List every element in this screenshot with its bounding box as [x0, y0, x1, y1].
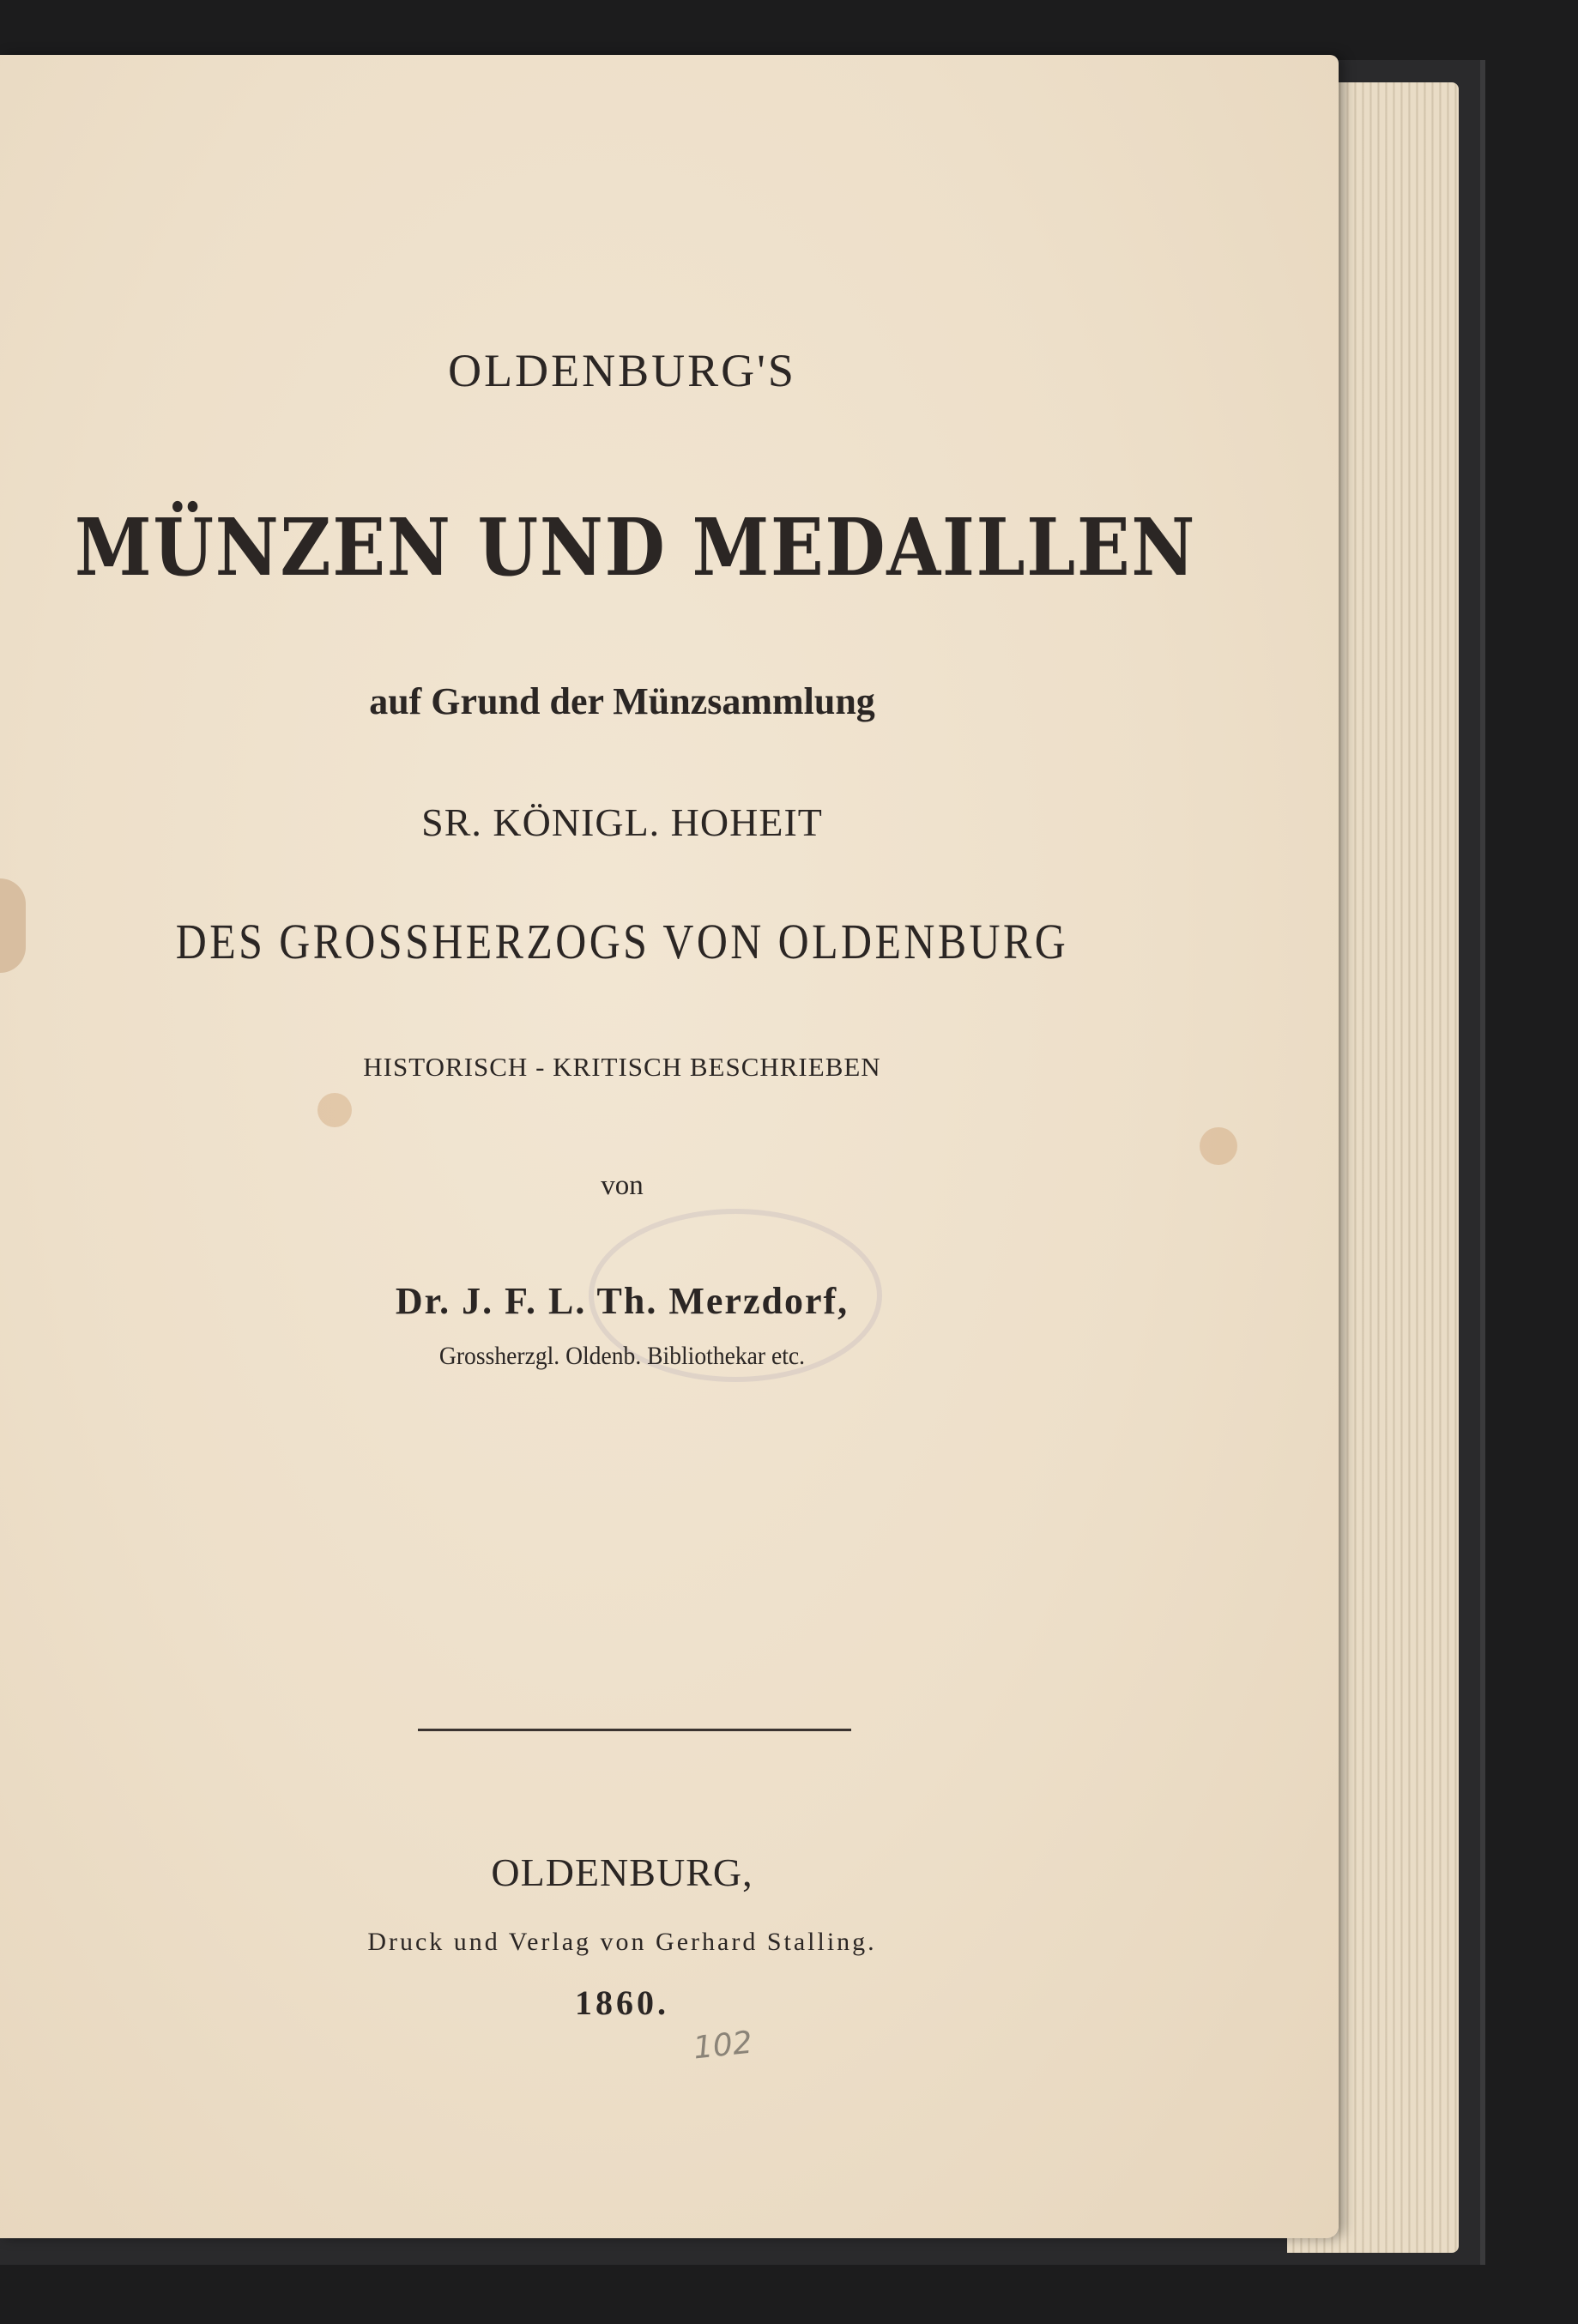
author: Dr. J. F. L. Th. Merzdorf,	[395, 1280, 849, 1322]
dedication-line-2: DES GROSSHERZOGS VON OLDENBURG	[175, 914, 1069, 969]
dedication-line-1: SR. KÖNIGL. HOHEIT	[421, 800, 823, 844]
handwritten-note: 102	[692, 2025, 754, 2067]
description: HISTORISCH - KRITISCH BESCHRIEBEN	[363, 1052, 881, 1082]
author-affiliation: Grossherzgl. Oldenb. Bibliothekar etc.	[438, 1342, 806, 1370]
by-line: von	[601, 1170, 644, 1201]
publisher: Druck und Verlag von Gerhard Stalling.	[367, 1928, 877, 1956]
foxing-spot	[317, 1093, 352, 1127]
title-small: OLDENBURG'S	[448, 345, 796, 396]
foxing-spot	[1200, 1127, 1237, 1165]
publication-city: OLDENBURG,	[491, 1850, 753, 1894]
divider-rule	[418, 1729, 851, 1731]
publication-year: 1860.	[575, 1983, 669, 2022]
page-stain	[0, 878, 26, 973]
title-main: MÜNZEN UND MEDAILLEN	[75, 501, 1197, 594]
subtitle: auf Grund der Münzsammlung	[369, 680, 875, 722]
title-page	[0, 55, 1339, 2238]
